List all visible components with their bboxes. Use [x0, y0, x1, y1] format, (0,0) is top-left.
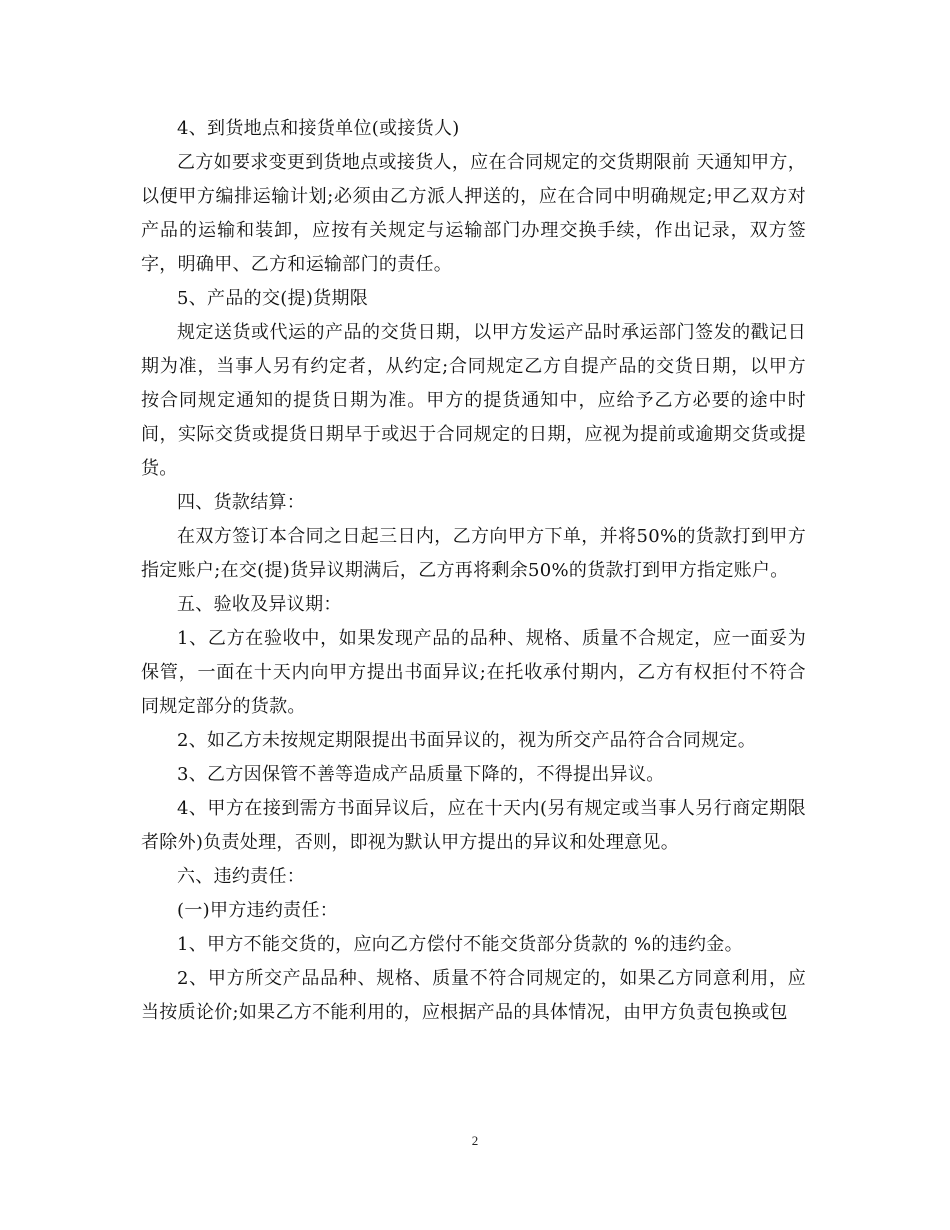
paragraph-1: 4、到货地点和接货单位(或接货人) — [177, 118, 460, 139]
paragraph-15: 2、甲方所交产品品种、规格、质量不符合同规定的，如果乙方同意利用，应当按质论价;如果乙方不能利用的，应根据产品的具体情况，由甲方负责包换或包 — [141, 968, 806, 1023]
paragraph-3: 5、产品的交(提)货期限 — [177, 288, 369, 309]
paragraph-9: 2、如乙方未按规定期限提出书面异议的，视为所交产品符合合同规定。 — [177, 730, 757, 751]
paragraph-13: (一)甲方违约责任： — [177, 900, 339, 921]
paragraph-12: 六、违约责任： — [177, 866, 306, 887]
paragraph-2: 乙方如要求变更到货地点或接货人，应在合同规定的交货期限前 天通知甲方，以便甲方编排运输计划;必须由乙方派人押送的，应在合同中明确规定;甲乙双方对产品的运输和装卸，应按有关规定与运输部门办理交换手续，作出记录，双方签字，明确甲、乙方和运输部门的责任。 — [141, 152, 806, 275]
paragraph-5: 四、货款结算： — [177, 492, 306, 513]
paragraph-7: 五、验收及异议期： — [177, 594, 342, 615]
paragraph-4: 规定送货或代运的产品的交货日期，以甲方发运产品时承运部门签发的戳记日期为准，当事人另有约定者，从约定;合同规定乙方自提产品的交货日期，以甲方按合同规定通知的提货日期为准。甲方的提货通知中，应给予乙方必要的途中时间，实际交货或提货日期早于或迟于合同规定的日期，应视为提前或逾期交货或提货。 — [141, 322, 806, 479]
document-body — [141, 112, 806, 1030]
paragraph-10: 3、乙方因保管不善等造成产品质量下降的，不得提出异议。 — [177, 764, 665, 785]
paragraph-11: 4、甲方在接到需方书面异议后，应在十天内(另有规定或当事人另行商定期限者除外)负责处理，否则，即视为默认甲方提出的异议和处理意见。 — [141, 798, 806, 853]
paragraph-14: 1、甲方不能交货的，应向乙方偿付不能交货部分货款的 %的违约金。 — [177, 934, 743, 955]
paragraph-6: 在双方签订本合同之日起三日内，乙方向甲方下单，并将50%的货款打到甲方指定账户;在交(提)货异议期满后，乙方再将剩余50%的货款打到甲方指定账户。 — [141, 526, 806, 581]
paragraph-8: 1、乙方在验收中，如果发现产品的品种、规格、质量不合规定，应一面妥为保管，一面在十天内向甲方提出书面异议;在托收承付期内，乙方有权拒付不符合同规定部分的货款。 — [141, 628, 806, 717]
page-number: 2 — [471, 1133, 479, 1148]
